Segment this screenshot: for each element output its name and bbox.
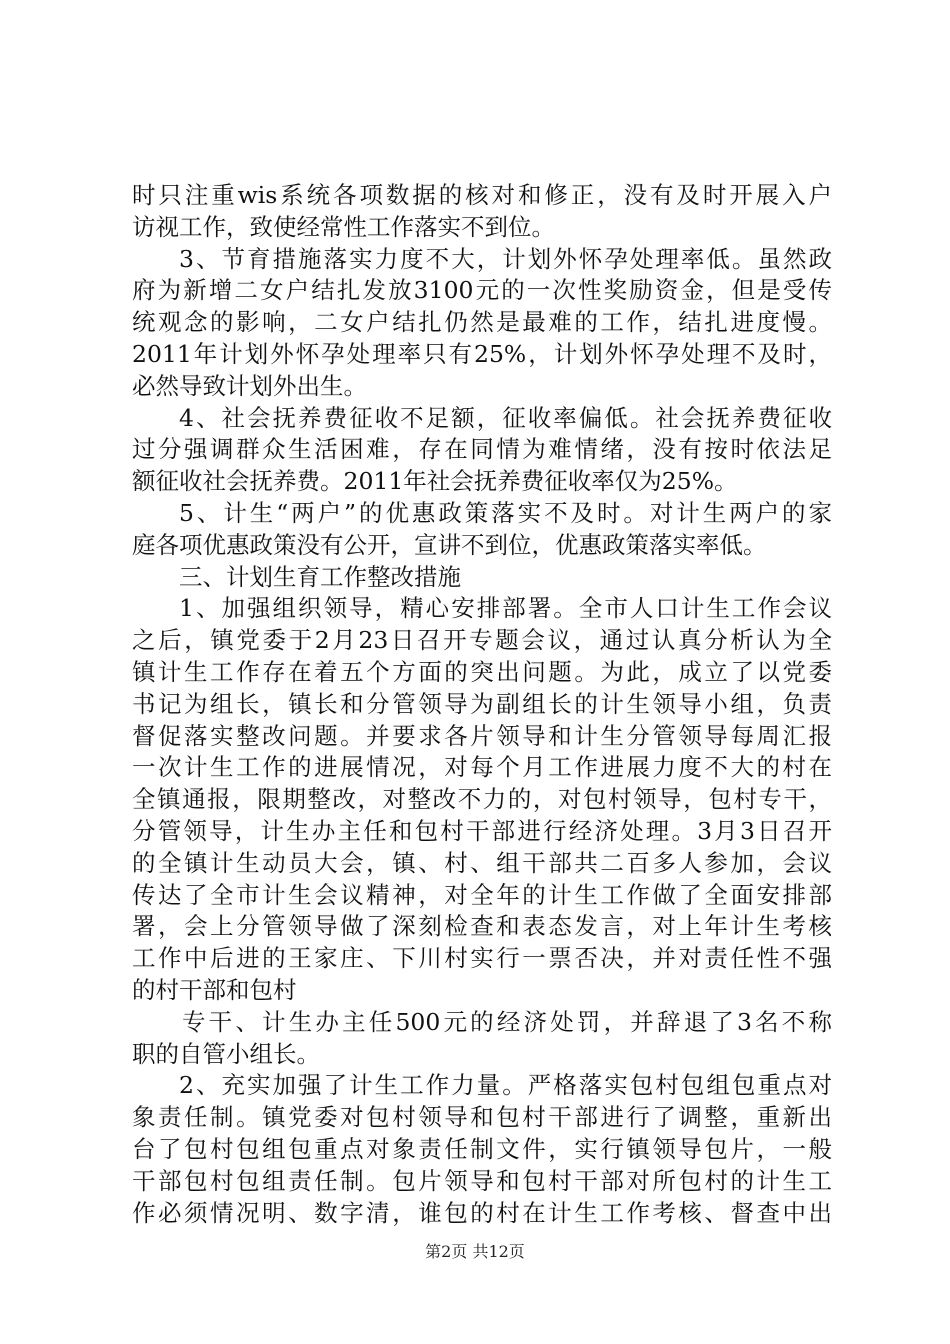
text-line: 2011年计划外怀孕处理率只有25%，计划外怀孕处理不及时， bbox=[132, 339, 832, 368]
text-line: 必然导致计划外出生。 bbox=[132, 371, 367, 400]
paragraph-start-line: 5、计生“两户”的优惠政策落实不及时。对计生两户的家 bbox=[179, 498, 832, 527]
text-line: 府为新增二女户结扎发放3100元的一次性奖励资金，但是受传 bbox=[132, 276, 832, 305]
text-line: 镇计生工作存在着五个方面的突出问题。为此，成立了以党委 bbox=[132, 657, 832, 686]
text-line: 作必须情况明、数字清，谁包的村在计生工作考核、督查中出 bbox=[132, 1198, 832, 1227]
text-line: 传达了全市计生会议精神，对全年的计生工作做了全面安排部 bbox=[132, 880, 832, 909]
paragraph-start-line: 专干、计生办主任500元的经济处罚，并辞退了3名不称 bbox=[182, 1007, 832, 1036]
text-line: 庭各项优惠政策没有公开，宣讲不到位，优惠政策落实率低。 bbox=[132, 530, 767, 559]
text-line: 署，会上分管领导做了深刻检查和表态发言，对上年计生考核 bbox=[132, 912, 832, 941]
paragraph-start-line: 4、社会抚养费征收不足额，征收率偏低。社会抚养费征收 bbox=[179, 403, 832, 432]
text-line: 统观念的影响，二女户结扎仍然是最难的工作，结扎进度慢。 bbox=[132, 308, 832, 337]
document-body bbox=[132, 180, 832, 1229]
text-line: 之后，镇党委于2月23日召开专题会议，通过认真分析认为全 bbox=[132, 626, 832, 655]
text-line: 督促落实整改问题。并要求各片领导和计生分管领导每周汇报 bbox=[132, 721, 832, 750]
paragraph-start-line: 1、加强组织领导，精心安排部署。全市人口计生工作会议 bbox=[179, 594, 832, 623]
page-number-footer: 第2页 共12页 bbox=[425, 1242, 525, 1261]
text-line: 分管领导，计生办主任和包村干部进行经济处理。3月3日召开 bbox=[132, 816, 832, 845]
paragraph-start-line: 2、充实加强了计生工作力量。严格落实包村包组包重点对 bbox=[179, 1071, 832, 1100]
text-line: 台了包村包组包重点对象责任制文件，实行镇领导包片，一般 bbox=[132, 1134, 832, 1163]
section-heading: 三、计划生育工作整改措施 bbox=[179, 562, 461, 591]
text-line: 一次计生工作的进展情况，对每个月工作进展力度不大的村在 bbox=[132, 753, 832, 782]
text-line: 工作中后进的王家庄、下川村实行一票否决，并对责任性不强 bbox=[132, 944, 832, 973]
text-line: 时只注重wis系统各项数据的核对和修正，没有及时开展入户 bbox=[132, 181, 832, 209]
text-line: 过分强调群众生活困难，存在同情为难情绪，没有按时依法足 bbox=[132, 435, 832, 464]
text-line: 书记为组长，镇长和分管领导为副组长的计生领导小组，负责 bbox=[132, 689, 832, 718]
text-line: 干部包村包组责任制。包片领导和包村干部对所包村的计生工 bbox=[132, 1166, 832, 1195]
text-line: 职的自管小组长。 bbox=[132, 1039, 320, 1068]
text-line: 的全镇计生动员大会，镇、村、组干部共二百多人参加，会议 bbox=[132, 848, 832, 877]
text-line: 额征收社会抚养费。2011年社会抚养费征收率仅为25%。 bbox=[132, 467, 738, 496]
text-line: 象责任制。镇党委对包村领导和包村干部进行了调整，重新出 bbox=[132, 1103, 832, 1132]
paragraph-start-line: 3、节育措施落实力度不大，计划外怀孕处理率低。虽然政 bbox=[179, 244, 832, 273]
text-line: 全镇通报，限期整改，对整改不力的，对包村领导，包村专干， bbox=[132, 785, 832, 814]
text-line: 访视工作，致使经常性工作落实不到位。 bbox=[132, 212, 555, 241]
text-line: 的村干部和包村 bbox=[132, 975, 297, 1004]
